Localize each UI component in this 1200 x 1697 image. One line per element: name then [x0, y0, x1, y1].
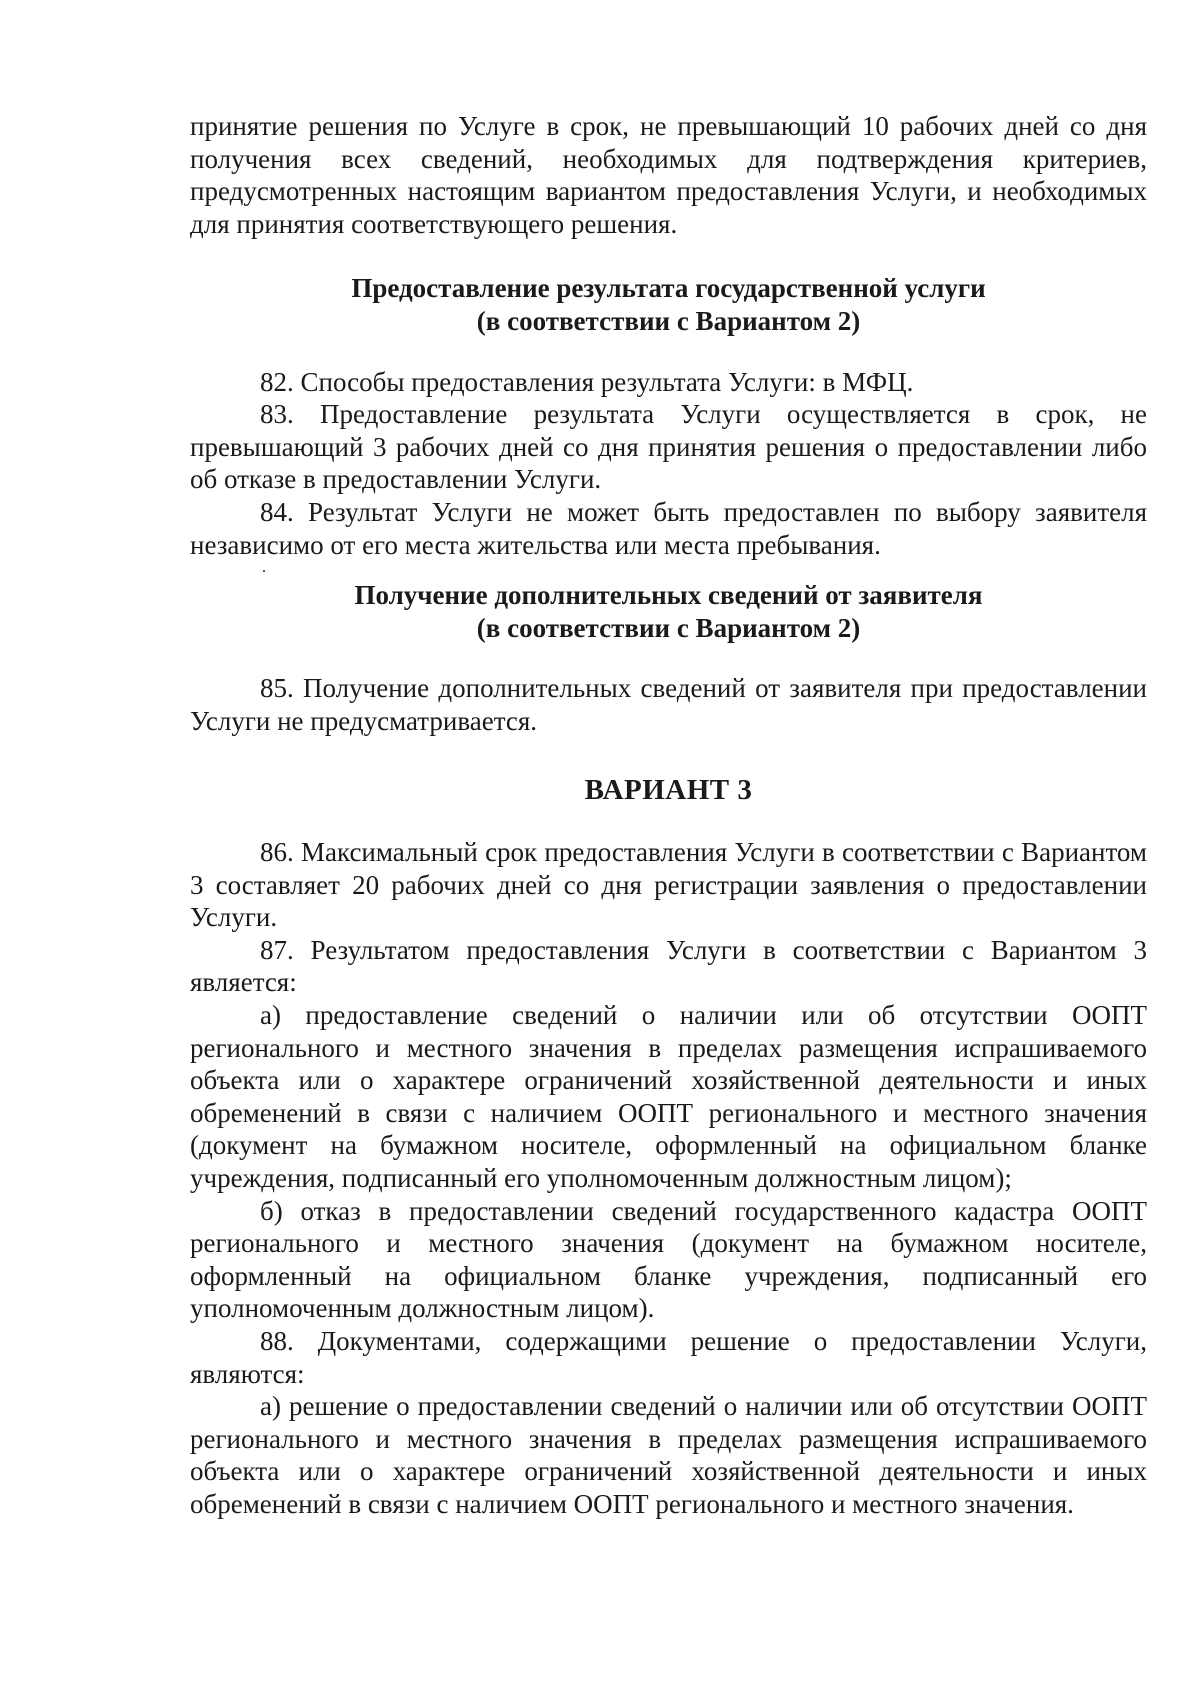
paragraph-82: 82. Способы предоставления результата Услуги: в МФЦ.	[260, 366, 914, 397]
paragraph-83: 83. Предоставление результата Услуги осуществляется в срок, не превышающий 3 рабочих дней со дня принятия решения о предоставлении либо об отказе в предоставлении Услуги.	[190, 399, 1147, 495]
paragraph-87: 87. Результатом предоставления Услуги в соответствии с Вариантом 3 является:	[190, 934, 1147, 998]
paragraph-85: 85. Получение дополнительных сведений от заявителя при предоставлении Услуги не предусматривается.	[190, 673, 1147, 736]
heading-extra-line1: Получение дополнительных сведений от заявителя	[354, 580, 983, 611]
heading-variant-3: ВАРИАНТ 3	[584, 773, 753, 806]
paragraph-88: 88. Документами, содержащими решение о предоставлении Услуги, являются:	[190, 1326, 1147, 1389]
document-page	[190, 110, 1147, 1521]
paragraph-87b: б) отказ в предоставлении сведений государственного кадастра ООПТ регионального и местного значения (документ на бумажном носителе, оформленный на официальном бланке учреждения, подписанный его уполномоченным должностным лицом).	[190, 1195, 1147, 1324]
heading-extra-line2: (в соответствии с Вариантом 2)	[476, 612, 861, 643]
heading-result-line2: (в соответствии с Вариантом 2)	[476, 305, 861, 336]
intro-paragraph: принятие решения по Услуге в срок, не превышающий 10 рабочих дней со дня получения всех сведений, необходимых для подтверждения критериев, предусмотренных настоящим вариантом предоставления Услуги, и необходимых для принятия соответствующего решения.	[190, 111, 1147, 239]
stray-dot: .	[262, 559, 266, 577]
paragraph-88a: а) решение о предоставлении сведений о наличии или об отсутствии ООПТ регионального и местного значения в пределах размещения испрашиваемого объекта или о характере ограничений хозяйственной деятельности и иных обременений в связи с наличием ООПТ регионального и местного значения.	[190, 1391, 1147, 1519]
paragraph-84: 84. Результат Услуги не может быть предоставлен по выбору заявителя независимо от его места жительства или места пребывания.	[190, 496, 1147, 560]
heading-result-line1: Предоставление результата государственной услуги	[351, 273, 986, 304]
paragraph-86: 86. Максимальный срок предоставления Услуги в соответствии с Вариантом 3 составляет 20 рабочих дней со дня регистрации заявления о предоставлении Услуги.	[190, 837, 1147, 933]
stray-mark	[190, 561, 1147, 575]
paragraph-87a: а) предоставление сведений о наличии или об отсутствии ООПТ регионального и местного значения в пределах размещения испрашиваемого объекта или о характере ограничений хозяйственной деятельности и иных обременений в связи с наличием ООПТ регионального и местного значения (документ на бумажном носителе, оформленный на официальном бланке учреждения, подписанный его уполномоченным должностным лицом);	[190, 1000, 1147, 1194]
